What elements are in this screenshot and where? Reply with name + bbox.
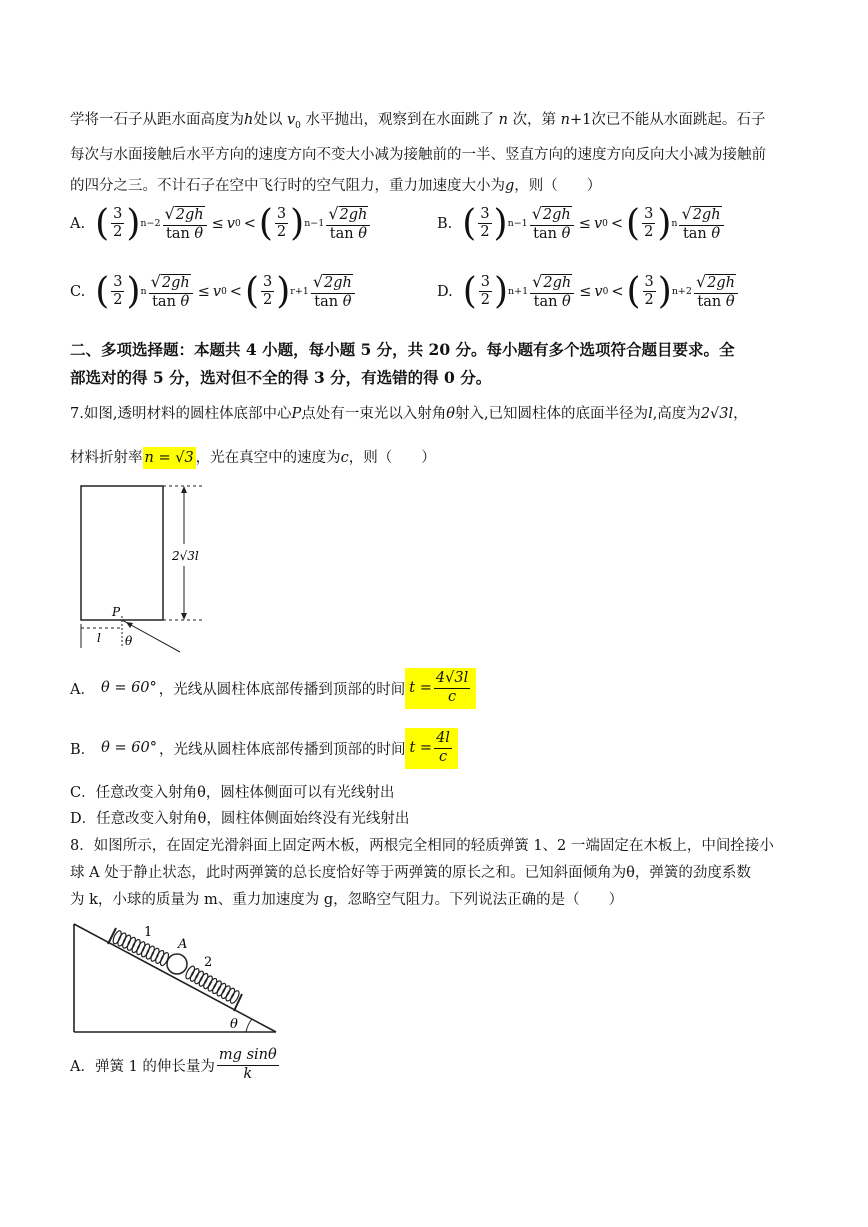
- exponent: n+2: [671, 286, 692, 298]
- var-h: h: [244, 112, 254, 128]
- q7-line1: [70, 402, 748, 423]
- q6-text: 学将一石子从距水面高度为: [70, 112, 244, 128]
- frac-3-2: [643, 275, 656, 310]
- q6-option-c[interactable]: [70, 270, 357, 312]
- q6-line1: [70, 108, 765, 131]
- exponent: n: [671, 218, 678, 230]
- radical-icon: √: [531, 204, 542, 223]
- sqrt-body: 2gh: [707, 275, 735, 291]
- exponent: n−1: [507, 218, 528, 230]
- spring-coil: [121, 934, 132, 949]
- frac-den: [531, 226, 572, 243]
- frac-den: [681, 226, 722, 243]
- sub-0: 0: [602, 218, 608, 229]
- frac-3-2: [261, 275, 274, 310]
- arrow-head-icon: [181, 613, 187, 620]
- sub-0: 0: [234, 218, 241, 229]
- q7-option-d[interactable]: D．任意改变入射角θ，圆柱体侧面始终没有光线射出: [70, 811, 410, 827]
- frac-den: [150, 294, 191, 311]
- frac-num: [163, 205, 207, 226]
- tan: tan: [329, 225, 354, 242]
- frac-den: [532, 294, 573, 311]
- frac-3-2: [478, 207, 491, 242]
- frac-den: 2: [480, 224, 490, 241]
- var-v: v: [594, 283, 603, 300]
- section-heading-line1: 二、多项选择题：本题共 4 小题，每小题 5 分，共 20 分。每小题有多个选项符合题目要求。全: [70, 340, 735, 359]
- frac-num: [694, 273, 738, 294]
- q6-text: 次，第: [512, 112, 557, 128]
- frac-num: 3: [642, 207, 655, 225]
- condition: θ = 60°: [101, 740, 157, 757]
- tan: tan: [533, 293, 558, 310]
- frac-num: [149, 273, 193, 294]
- frac-den: 2: [263, 292, 273, 309]
- height-value: 2√3l: [700, 406, 734, 422]
- spring-coil: [126, 936, 137, 951]
- radical-icon: √: [150, 272, 161, 291]
- refractive-index-highlight: n = √3: [143, 447, 196, 469]
- q6-option-d[interactable]: [437, 270, 740, 312]
- frac-den: 2: [644, 292, 654, 309]
- spring-coil: [130, 938, 141, 953]
- q8-line3: 为 k，小球的质量为 m、重力加速度为 g，忽略空气阻力。下列说法正确的是（ ）: [70, 892, 624, 908]
- q7-line2: [70, 446, 436, 467]
- theta: θ: [561, 225, 571, 242]
- frac-sqrt-tan: [530, 273, 574, 311]
- frac-den: 2: [644, 224, 654, 241]
- frac-num: [311, 273, 355, 294]
- theta: θ: [358, 225, 367, 242]
- angle-arc: [246, 1019, 252, 1032]
- angle-label: θ: [230, 1017, 238, 1032]
- q7-text: ，则（ ）: [348, 450, 436, 466]
- frac-den: c: [438, 748, 448, 765]
- frac-sqrt-tan: [694, 273, 738, 311]
- lt-sign: <: [229, 283, 242, 300]
- frac-num: 3: [111, 275, 124, 293]
- paren-right: ): [494, 270, 509, 312]
- spring-1-label: 1: [144, 925, 153, 940]
- exponent: n: [140, 286, 147, 298]
- q6-text: 的四分之三。不计石子在空中飞行时的空气阻力，重力加速度大小为: [70, 178, 505, 194]
- le-sign: ≤: [211, 215, 224, 232]
- frac-sqrt-tan: [679, 205, 723, 243]
- frac-sqrt-tan: [530, 205, 574, 243]
- var-n: n: [560, 112, 571, 128]
- q6-line2: 每次与水面接触后水平方向的速度方向不变大小减为接触前的一半、竖直方向的速度方向反向大小减为接触前: [70, 147, 766, 163]
- var-l: l: [648, 406, 653, 422]
- q8-line2: 球 A 处于静止状态，此时两弹簧的总长度恰好等于两弹簧的原长之和。已知斜面倾角为θ，弹簧的劲度系数: [70, 865, 751, 881]
- theta: θ: [725, 293, 735, 310]
- var-v: v: [286, 112, 296, 128]
- frac-num: 3: [643, 275, 656, 293]
- frac-den: [328, 226, 369, 243]
- frac-num: 3: [478, 207, 491, 225]
- radical-icon: √: [312, 272, 324, 291]
- paren-left: (: [626, 202, 641, 244]
- arrow-head-icon: [181, 486, 187, 493]
- frac-num: 3: [261, 275, 274, 293]
- frac-den: 2: [113, 292, 123, 309]
- exponent: n−1: [304, 218, 325, 230]
- paren-left: (: [462, 270, 477, 312]
- q6-option-b[interactable]: [437, 202, 726, 244]
- sqrt-body: 2gh: [161, 275, 190, 291]
- theta: θ: [562, 293, 571, 310]
- paren-right: ): [493, 202, 508, 244]
- q6-text: 次已不能从水面跳起。石子: [591, 112, 766, 128]
- theta: θ: [180, 293, 190, 310]
- sqrt-body: 2gh: [543, 275, 572, 291]
- frac-sqrt-tan: [163, 205, 207, 243]
- sub-0: 0: [295, 120, 301, 131]
- tan: tan: [682, 225, 707, 242]
- frac-den: [695, 294, 736, 311]
- frac-num: 3: [479, 275, 492, 293]
- exponent: r+1: [290, 286, 309, 298]
- lt-sign: <: [243, 215, 256, 232]
- paren-right: ): [276, 270, 291, 312]
- cylinder-figure: [70, 480, 220, 660]
- spring-coil: [154, 949, 165, 964]
- paren-right: ): [290, 202, 305, 244]
- q6-text: 水平抛出，观察到在水面跳了: [305, 112, 494, 128]
- frac-num: 3: [275, 207, 288, 225]
- ball-a: [167, 954, 187, 974]
- le-sign: ≤: [197, 283, 210, 300]
- q7-text: 材料折射率: [70, 450, 143, 466]
- paren-left: (: [462, 202, 477, 244]
- sub-0: 0: [221, 286, 227, 297]
- frac-num: 4l: [434, 731, 452, 749]
- q6-option-a[interactable]: [70, 202, 372, 244]
- frac-time: [434, 731, 452, 766]
- spring-coil: [116, 932, 127, 947]
- spring-2-label: 2: [204, 955, 213, 970]
- frac-sqrt-tan: [326, 205, 370, 243]
- option-text: ，光线从圆柱体底部传播到顶部的时间: [158, 741, 406, 758]
- height-label: 2√3l: [172, 549, 199, 563]
- paren-right: ): [657, 270, 672, 312]
- section-heading-line2: 部选对的得 5 分，选对但不全的得 3 分，有选错的得 0 分。: [70, 368, 492, 387]
- frac-den: 2: [480, 292, 490, 309]
- frac-extension: [217, 1048, 279, 1083]
- lt-sign: <: [610, 215, 624, 232]
- q7-option-b[interactable]: [70, 728, 458, 769]
- q7-text: ,高度为: [652, 406, 701, 422]
- option-label: A．: [70, 681, 95, 698]
- sqrt-body: 2gh: [324, 275, 352, 291]
- q7-text: 点处有一束光以入射角: [301, 406, 447, 422]
- q7-text: ，光在真空中的速度为: [195, 450, 341, 466]
- option-label: C.: [70, 283, 86, 300]
- frac-num: 3: [111, 207, 124, 225]
- var-c: c: [340, 450, 349, 466]
- var-g: g: [505, 178, 515, 194]
- paren-right: ): [126, 270, 141, 312]
- option-label: B.: [437, 215, 453, 232]
- q7-text: ，: [733, 406, 748, 422]
- sub-0: 0: [602, 286, 609, 297]
- incline-line: [74, 924, 276, 1032]
- angle-label: θ: [125, 634, 133, 648]
- theta: θ: [446, 406, 455, 422]
- option-label: D.: [437, 283, 453, 300]
- plus-one: +1: [570, 112, 592, 128]
- radical-icon: √: [695, 272, 707, 291]
- paren-left: (: [95, 270, 110, 312]
- paren-left: (: [95, 202, 110, 244]
- tan: tan: [697, 293, 722, 310]
- exponent: n−2: [140, 218, 161, 230]
- cylinder-outline: [81, 486, 163, 620]
- q6-line3: [70, 174, 601, 195]
- tan: tan: [166, 225, 190, 242]
- sqrt-body: 2gh: [339, 207, 368, 223]
- frac-den: [164, 226, 205, 243]
- paren-left: (: [244, 270, 259, 312]
- condition: θ = 60°: [100, 680, 157, 697]
- radical-icon: √: [328, 204, 339, 223]
- tan: tan: [533, 225, 557, 242]
- spring-coil: [140, 943, 151, 958]
- sqrt-body: 2gh: [692, 207, 721, 223]
- option-text: A．弹簧 1 的伸长量为: [70, 1058, 215, 1075]
- radius-label: l: [97, 631, 101, 645]
- radical-icon: √: [164, 204, 175, 223]
- frac-den: c: [447, 688, 457, 705]
- spring-coil: [145, 945, 156, 960]
- frac-num: [530, 273, 574, 294]
- option-label: B．: [70, 741, 96, 758]
- frac-sqrt-tan: [149, 273, 193, 311]
- exponent: n+1: [508, 286, 529, 298]
- le-sign: ≤: [579, 283, 592, 300]
- frac-num: [326, 205, 370, 226]
- theta: θ: [342, 293, 352, 310]
- frac-sqrt-tan: [311, 273, 355, 311]
- frac-num: mg sinθ: [217, 1048, 279, 1066]
- incline-figure: [70, 918, 285, 1040]
- lt-sign: <: [611, 283, 624, 300]
- spring-coil: [149, 947, 160, 962]
- option-text: ，光线从圆柱体底部传播到顶部的时间: [158, 681, 406, 698]
- option-label: A.: [70, 215, 86, 232]
- frac-den: 2: [276, 224, 287, 241]
- paren-right: ): [657, 202, 672, 244]
- sqrt-body: 2gh: [175, 207, 204, 223]
- frac-den: [312, 294, 353, 311]
- frac-time: [434, 671, 470, 706]
- paren-left: (: [626, 270, 641, 312]
- frac-den: 2: [113, 224, 123, 241]
- var-v: v: [212, 283, 222, 300]
- q7-text: 7.如图,透明材料的圆柱体底部中心: [70, 406, 292, 422]
- theta: θ: [194, 225, 204, 242]
- t-eq: t =: [409, 680, 432, 697]
- frac-3-2: [111, 207, 124, 242]
- var-P: P: [291, 406, 302, 422]
- frac-3-2: [111, 275, 124, 310]
- q8-option-a[interactable]: [70, 1048, 281, 1083]
- var-v: v: [226, 215, 235, 232]
- q7-text: 射入,已知圆柱体的底面半径为: [454, 406, 649, 422]
- theta: θ: [711, 225, 721, 242]
- le-sign: ≤: [578, 215, 591, 232]
- ball-label: A: [178, 937, 188, 952]
- radical-icon: √: [681, 204, 692, 223]
- tan: tan: [152, 293, 176, 310]
- var-v: v: [593, 215, 603, 232]
- frac-num: [530, 205, 574, 226]
- time-answer-highlight: [405, 728, 457, 769]
- radical-icon: √: [532, 272, 543, 291]
- frac-num: [679, 205, 723, 226]
- frac-3-2: [479, 275, 492, 310]
- paren-left: (: [258, 202, 273, 244]
- q6-text: 处以: [253, 112, 283, 128]
- q7-option-c[interactable]: C．任意改变入射角θ，圆柱体侧面可以有光线射出: [70, 785, 395, 801]
- var-n: n: [498, 112, 508, 128]
- point-p-label: P: [112, 605, 121, 619]
- frac-num: 4√3l: [434, 671, 470, 689]
- spring-coil: [135, 941, 146, 956]
- time-answer-highlight: [405, 668, 476, 709]
- frac-den: k: [243, 1065, 253, 1082]
- frac-3-2: [642, 207, 655, 242]
- q8-line1: 8．如图所示，在固定光滑斜面上固定两木板，两根完全相同的轻质弹簧 1、2 一端固定在木板上，中间拴接小: [70, 838, 774, 854]
- sqrt-body: 2gh: [542, 207, 571, 223]
- q6-text: ，则（ ）: [514, 178, 602, 194]
- t-eq: t =: [409, 740, 433, 757]
- paren-right: ): [126, 202, 141, 244]
- q7-option-a[interactable]: [70, 668, 476, 709]
- frac-3-2: [275, 207, 288, 242]
- tan: tan: [314, 293, 339, 310]
